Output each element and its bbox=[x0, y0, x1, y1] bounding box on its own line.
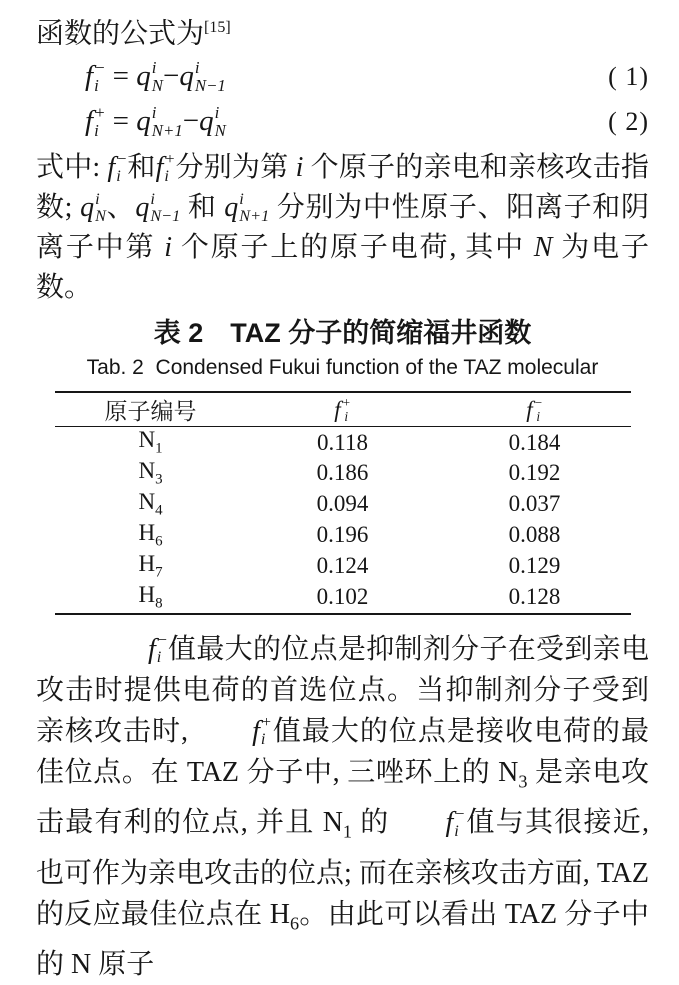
math-stack-f: f − i bbox=[148, 630, 168, 667]
equation-2-number: ( 2) bbox=[608, 106, 649, 136]
atom-label: $H_6$ bbox=[138, 520, 163, 550]
f-minus-symbol bbox=[526, 394, 543, 424]
f-minus-cell: 0.129 bbox=[508, 553, 561, 579]
table-caption-en: Tab. 2 Condensed Fukui function of the TAZ molecular bbox=[86, 356, 599, 380]
subscript-text: 7 bbox=[155, 564, 163, 581]
atom-label-cell bbox=[55, 582, 247, 614]
table-header-row bbox=[55, 392, 631, 427]
subscript-text: 3 bbox=[518, 771, 528, 792]
equation-2-expression: f + i = q i N+1 − q i N bbox=[85, 103, 226, 140]
f-minus-cell: 0.184 bbox=[508, 429, 561, 455]
table-row bbox=[55, 582, 631, 614]
atom-label-cell bbox=[55, 551, 247, 582]
math-stack-q: q i N bbox=[136, 58, 163, 95]
table-row bbox=[55, 520, 631, 551]
f-plus-cell: 0.102 bbox=[316, 584, 369, 610]
math-stack-f: f + i bbox=[334, 394, 351, 424]
fukui-function-table bbox=[55, 391, 631, 614]
math-stack-q: q i N bbox=[80, 190, 106, 226]
math-stack-q: q i N bbox=[199, 103, 226, 140]
superscript-text: [15] bbox=[204, 19, 231, 36]
header-f-minus bbox=[439, 392, 631, 427]
equation-2 bbox=[36, 99, 649, 144]
atom-label-cell bbox=[55, 520, 247, 551]
math-variable: N bbox=[533, 232, 553, 264]
math-stack-q: q i N−1 bbox=[135, 190, 181, 226]
f-minus-cell: 0.037 bbox=[508, 491, 561, 517]
math-stack-f: f + i bbox=[252, 712, 272, 749]
math-stack-q: q i N+1 bbox=[136, 103, 183, 140]
f-plus-cell: 0.118 bbox=[317, 429, 368, 455]
math-stack-f: f + i bbox=[155, 150, 176, 186]
atom-label: $N_4$ bbox=[138, 489, 163, 519]
math-stack-f: f − i bbox=[85, 58, 106, 95]
atom-label: $N_1$ bbox=[138, 427, 163, 457]
subscript-text: 6 bbox=[290, 913, 300, 934]
math-variable: i bbox=[164, 232, 172, 264]
math-variable: i bbox=[295, 152, 304, 184]
f-plus-cell: 0.094 bbox=[316, 491, 369, 517]
paragraph-variable-definitions: 式中: f − i 和 f + i 分别为第 i 个原子的亲电和亲核攻击指数; q i N 、 q i N−1 和 q i N+1 分别为中性原子、阳离子和阴离子中第 i 个原子上的原子电荷, 其中 N 为电子数。 bbox=[36, 150, 649, 304]
atom-label-cell bbox=[55, 489, 247, 520]
math-stack-q: q i N−1 bbox=[179, 58, 226, 95]
subscript-text: 4 bbox=[155, 502, 163, 519]
subscript-text: 3 bbox=[155, 471, 163, 488]
atom-label-cell bbox=[55, 458, 247, 489]
subscript-text: 6 bbox=[155, 533, 163, 550]
math-stack-f: f − i bbox=[445, 804, 466, 840]
f-plus-symbol bbox=[334, 394, 351, 424]
math-stack-f: f + i bbox=[85, 103, 106, 140]
subscript-text: 1 bbox=[155, 440, 163, 457]
table-caption-zh: 表 2 TAZ 分子的简缩福井函数 bbox=[153, 318, 532, 349]
atom-label: $H_7$ bbox=[138, 551, 163, 581]
table-row bbox=[55, 489, 631, 520]
table-row bbox=[55, 551, 631, 582]
subscript-text: 1 bbox=[342, 821, 353, 842]
table-body bbox=[55, 427, 631, 614]
intro-paragraph: 函数的公式为[15] bbox=[36, 18, 231, 50]
paragraph-discussion: f − i 值最大的位点是抑制剂分子在受到亲电攻击时提供电荷的首选位点。当抑制剂分子受到亲核攻击时, f + i 值最大的位点是接收电荷的最佳位点。在 TAZ 分子中, 三唑环上的 $N_3$ 是亲电攻击最有利的位点, 并且 $N_1$ 的 f − i 值与其很接近, 也可作为亲电攻击的位点; 而在亲核攻击方面, TAZ 的反应最佳位点在 $H_6$。由此可以看出 TAZ 分子中的 N 原子 bbox=[36, 629, 649, 985]
header-atom-number: 原子编号 bbox=[104, 399, 197, 425]
table-row bbox=[55, 427, 631, 458]
f-minus-cell: 0.128 bbox=[508, 584, 561, 610]
equation-1 bbox=[36, 54, 649, 99]
table-row bbox=[55, 458, 631, 489]
equation-1-number: ( 1) bbox=[608, 61, 649, 91]
f-plus-cell: 0.196 bbox=[316, 522, 369, 548]
math-stack-f: f − i bbox=[107, 150, 128, 186]
subscript-text: 8 bbox=[155, 595, 163, 612]
atom-label-cell bbox=[55, 427, 247, 458]
atom-label: $H_8$ bbox=[138, 581, 163, 612]
header-f-plus bbox=[247, 392, 439, 427]
f-plus-cell: 0.124 bbox=[316, 553, 369, 579]
equation-1-expression: f − i = q i N − q i N−1 bbox=[85, 58, 226, 95]
f-minus-cell: 0.088 bbox=[508, 522, 561, 548]
math-stack-f: f − i bbox=[526, 394, 543, 424]
f-plus-cell: 0.186 bbox=[316, 460, 369, 486]
math-stack-q: q i N+1 bbox=[224, 190, 270, 226]
f-minus-cell: 0.192 bbox=[508, 460, 561, 486]
atom-label: $N_3$ bbox=[138, 458, 163, 488]
